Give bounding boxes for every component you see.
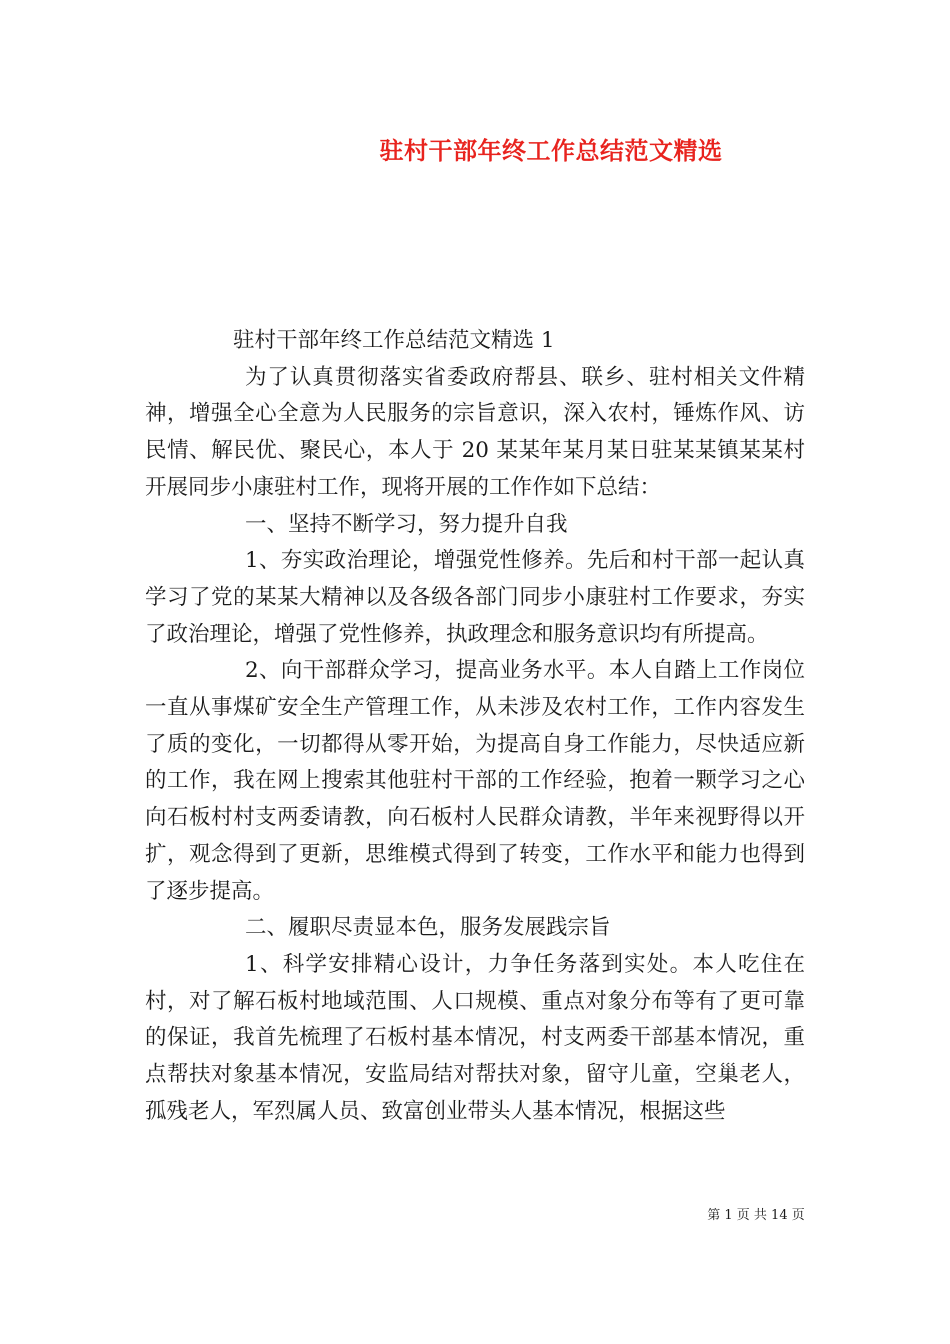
section-heading-1: 一、坚持不断学习，努力提升自我 xyxy=(245,511,568,537)
paragraph-1-2: 2、向干部群众学习，提高业务水平。本人自踏上工作岗位一直从事煤矿安全生产管理工作，从未涉及农村工作，工作内容发生了质的变化，一切都得从零开始，为提高自身工作能力，尽快适应新的工作，我在网上搜索其他驻村干部的工作经验，抱着一颗学习之心向石板村村支两委请教，向石板村人民群众请教，半年来视野得以开扩，观念得到了更新，思维模式得到了转变，工作水平和能力也得到了逐步提高。 xyxy=(145,658,805,904)
document-subtitle: 驻村干部年终工作总结范文精选 1 xyxy=(233,328,555,353)
paragraph-2-1: 1、科学安排精心设计，力争任务落到实处。本人吃住在村，对了解石板村地域范围、人口规模、重点对象分布等有了更可靠的保证，我首先梳理了石板村基本情况，村支两委干部基本情况，重点帮扶对象基本情况，安监局结对帮扶对象，留守儿童，空巢老人，孤残老人，军烈属人员、致富创业带头人基本情况，根据这些 xyxy=(145,951,805,1124)
section-heading-2: 二、履职尽责显本色，服务发展践宗旨 xyxy=(245,915,611,941)
paragraph-1-1: 1、夯实政治理论，增强党性修养。先后和村干部一起认真学习了党的某某大精神以及各级各部门同步小康驻村工作要求，夯实了政治理论，增强了党性修养，执政理念和服务意识均有所提高。 xyxy=(145,548,805,647)
document-body xyxy=(145,323,805,1130)
document-title: 驻村干部年终工作总结范文精选 xyxy=(379,136,723,165)
paragraph-intro: 为了认真贯彻落实省委政府帮县、联乡、驻村相关文件精神，增强全心全意为人民服务的宗旨意识，深入农村，锤炼作风、访民情、解民优、聚民心，本人于 20 某某年某月某日驻某某镇某某村开展同步小康驻村工作，现将开展的工作作如下总结： xyxy=(145,364,805,500)
page-number-footer: 第 1 页 共 14 页 xyxy=(707,1208,805,1223)
